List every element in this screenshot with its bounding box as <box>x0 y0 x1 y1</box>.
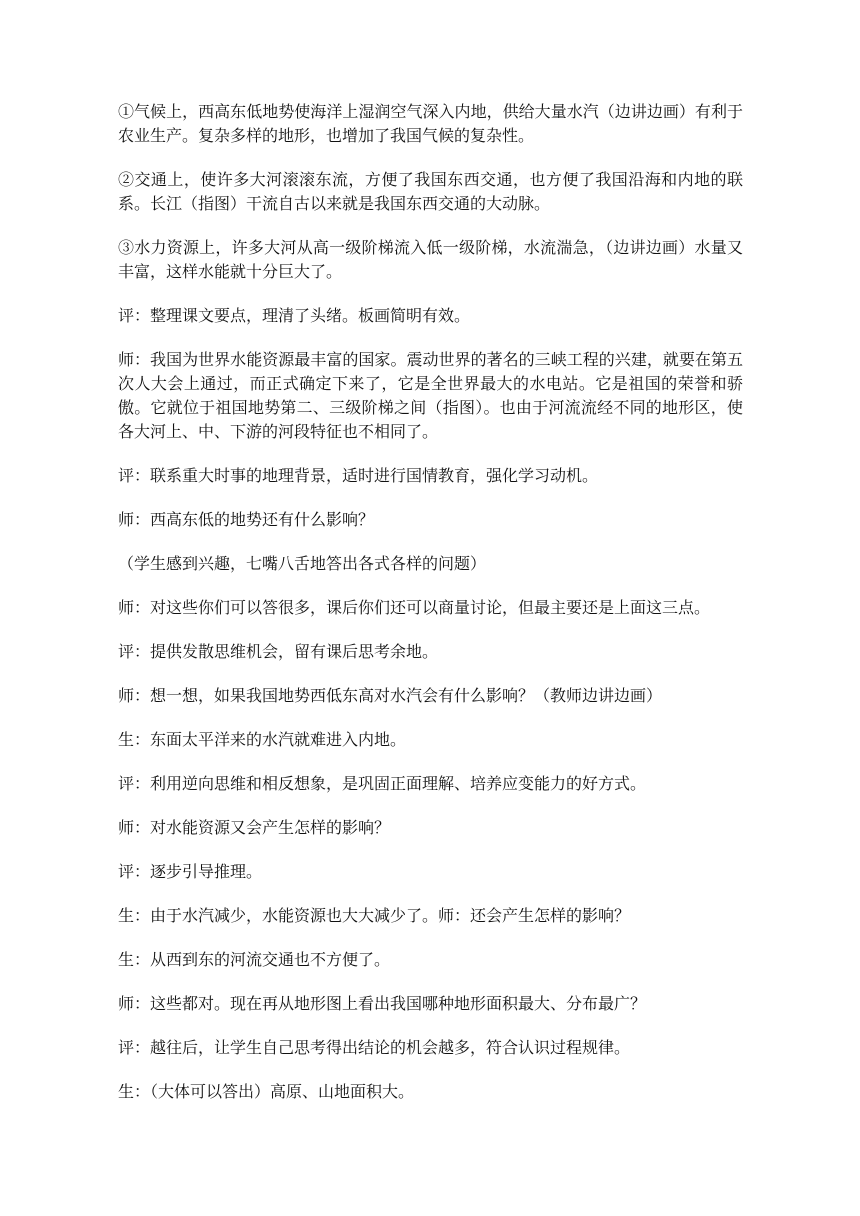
paragraph-climate: ①气候上，西高东低地势使海洋上湿润空气深入内地，供给大量水汽（边讲边画）有利于农业生产。复杂多样的地形，也增加了我国气候的复杂性。 <box>118 102 743 145</box>
paragraph-comment-2: 评：联系重大时事的地理背景，适时进行国情教育，强化学习动机。 <box>118 466 599 485</box>
paragraph-transport: ②交通上，使许多大河滚滚东流，方便了我国东西交通，也方便了我国沿海和内地的联系。长江（指图）干流自古以来就是我国东西交通的大动脉。 <box>118 170 743 213</box>
document-page <box>118 100 743 1124</box>
paragraph-students-react: （学生感到兴趣，七嘴八舌地答出各式各样的问题） <box>118 554 487 573</box>
paragraph-comment-1: 评：整理课文要点，理清了头绪。板画简明有效。 <box>118 306 471 325</box>
paragraph-teacher-three-gorges: 师：我国为世界水能资源最丰富的国家。震动世界的著名的三峡工程的兴建，就要在第五次人大会上通过，而正式确定下来了，它是全世界最大的水电站。它是祖国的荣誉和骄傲。它就位于祖国地势第二、三级阶梯之间（指图）。也由于河流流经不同的地形区，使各大河上、中、下游的河段特征也不相同了。 <box>118 350 743 441</box>
paragraph-teacher-discussion: 师：对这些你们可以答很多，课后你们还可以商量讨论，但最主要还是上面这三点。 <box>118 598 711 617</box>
paragraph-teacher-question: 师：西高东低的地势还有什么影响？ <box>118 510 375 529</box>
paragraph-teacher-hydro-impact: 师：对水能资源又会产生怎样的影响？ <box>118 818 391 837</box>
paragraph-teacher-terrain: 师：这些都对。现在再从地形图上看出我国哪种地形面积最大、分布最广？ <box>118 994 647 1013</box>
paragraph-student-answer-4: 生：（大体可以答出）高原、山地面积大。 <box>118 1082 415 1101</box>
paragraph-hydropower: ③水力资源上，许多大河从高一级阶梯流入低一级阶梯，水流湍急，（边讲边画）水量又丰富，这样水能就十分巨大了。 <box>118 238 743 281</box>
paragraph-comment-5: 评：逐步引导推理。 <box>118 862 263 881</box>
paragraph-student-answer-2: 生：由于水汽减少，水能资源也大大减少了。师：还会产生怎样的影响？ <box>118 906 631 925</box>
paragraph-comment-6: 评：越往后，让学生自己思考得出结论的机会越多，符合认识过程规律。 <box>118 1038 631 1057</box>
paragraph-comment-4: 评：利用逆向思维和相反想象，是巩固正面理解、培养应变能力的好方式。 <box>118 774 647 793</box>
paragraph-student-answer-1: 生：东面太平洋来的水汽就难进入内地。 <box>118 730 407 749</box>
paragraph-comment-3: 评：提供发散思维机会，留有课后思考余地。 <box>118 642 439 661</box>
paragraph-teacher-think: 师：想一想，如果我国地势西低东高对水汽会有什么影响？（教师边讲边画） <box>118 686 663 705</box>
paragraph-student-answer-3: 生：从西到东的河流交通也不方便了。 <box>118 950 391 969</box>
